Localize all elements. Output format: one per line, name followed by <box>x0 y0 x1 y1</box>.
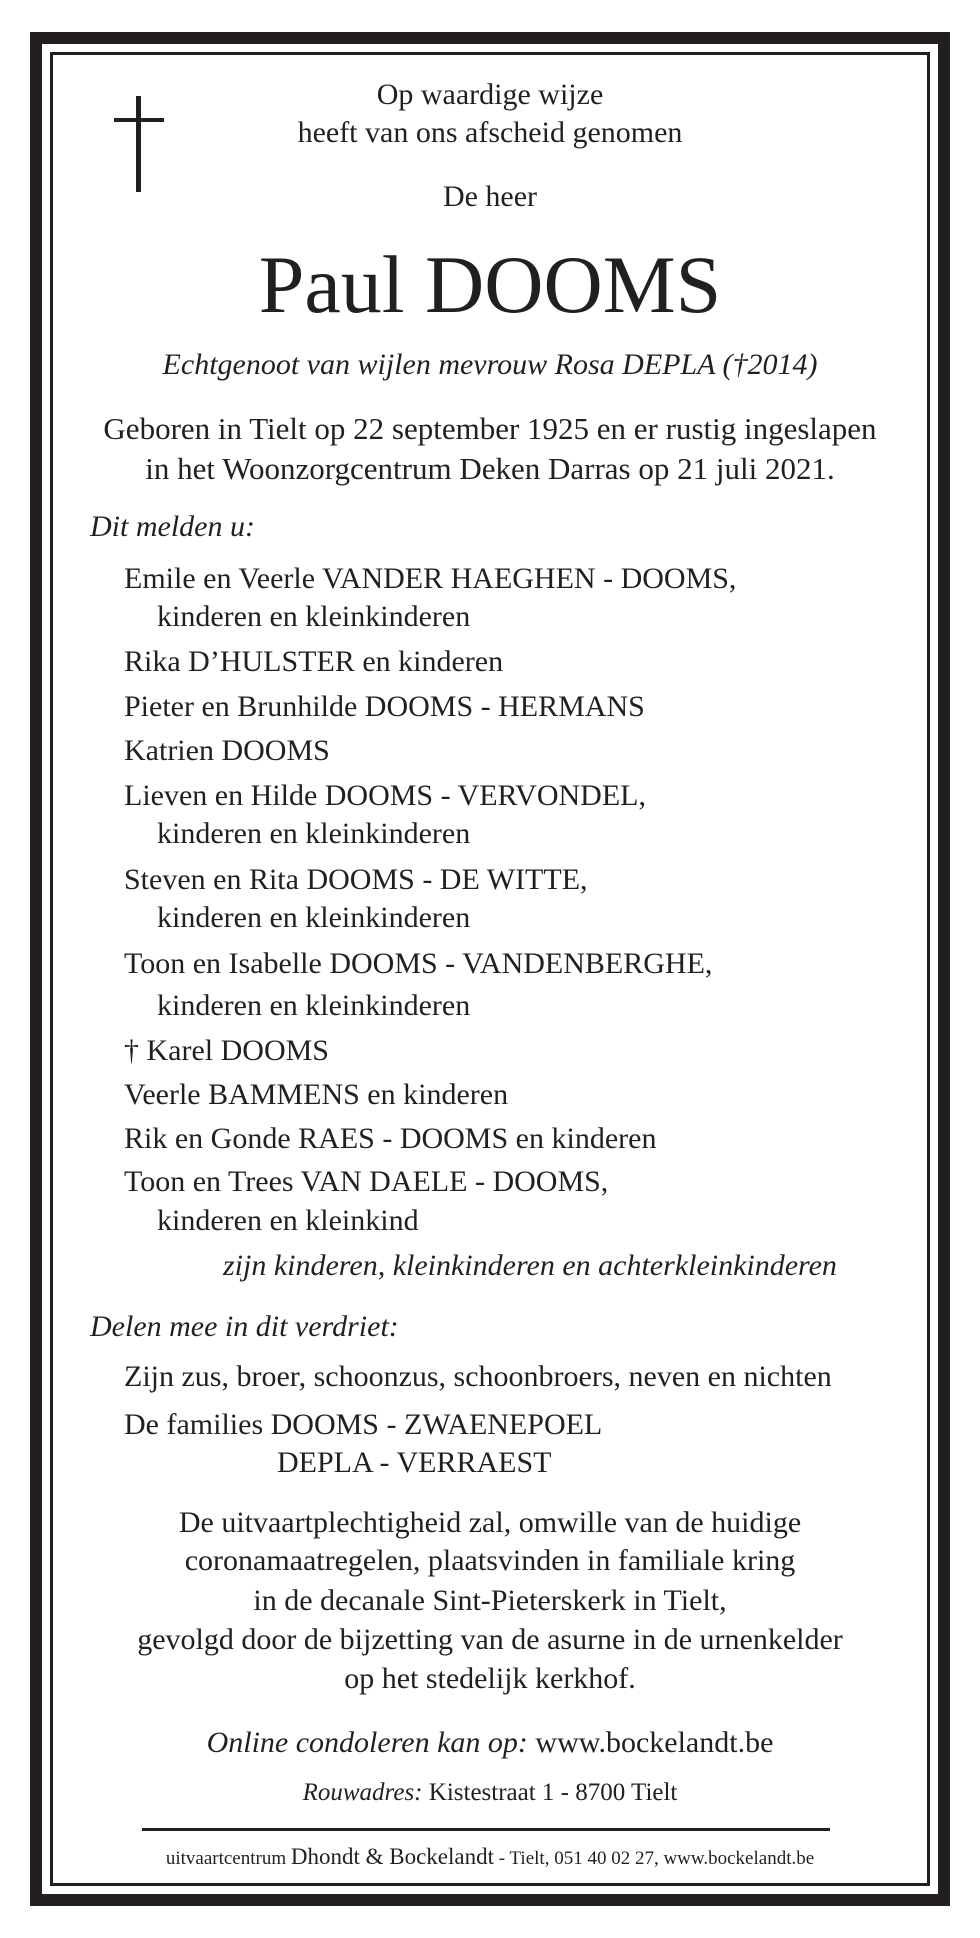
mourning-address <box>0 1780 980 1805</box>
birth-line-2: in het Woonzorgcentrum Deken Darras op 21 juli 2021. <box>145 451 835 486</box>
announce-heading: Dit melden u: <box>90 510 255 543</box>
ceremony-line: De uitvaartplechtigheid zal, omwille van de huidige <box>178 1506 802 1539</box>
family-line: kinderen en kleinkinderen <box>157 989 471 1022</box>
family-line: Veerle BAMMENS en kinderen <box>124 1078 509 1111</box>
family-line: kinderen en kleinkinderen <box>157 600 471 633</box>
footer-contact: - Tielt, 051 40 02 27, www.bockelandt.be <box>498 1848 815 1869</box>
ceremony-line: in de decanale Sint-Pieterskerk in Tielt, <box>253 1584 727 1617</box>
family-line: kinderen en kleinkind <box>157 1204 419 1237</box>
family-line: † Karel DOOMS <box>124 1034 329 1067</box>
spouse-line: Echtgenoot van wijlen mevrouw Rosa DEPLA (†2014) <box>162 348 818 381</box>
family-line: kinderen en kleinkinderen <box>157 817 471 850</box>
salutation: De heer <box>442 180 538 213</box>
deceased-name: Paul DOOMS <box>258 239 722 330</box>
family-line: Lieven en Hilde DOOMS - VERVONDEL, <box>124 779 646 812</box>
family-line: Pieter en Brunhilde DOOMS - HERMANS <box>124 690 645 723</box>
footer <box>0 1845 980 1868</box>
family-line: Rika D’HULSTER en kinderen <box>124 645 504 678</box>
online-condolences <box>0 1728 980 1758</box>
family-line: Emile en Veerle VANDER HAEGHEN - DOOMS, <box>124 562 737 595</box>
family-line: Toon en Isabelle DOOMS - VANDENBERGHE, <box>124 947 713 980</box>
ceremony-line: gevolgd door de bijzetting van de asurne in de urnenkelder <box>137 1623 843 1656</box>
online-url[interactable]: www.bockelandt.be <box>535 1726 774 1759</box>
footer-prefix: uitvaartcentrum <box>165 1848 287 1869</box>
ceremony-line: coronamaatregelen, plaatsvinden in familiale kring <box>184 1544 796 1577</box>
online-label: Online condoleren kan op: <box>206 1726 528 1759</box>
family-line: Rik en Gonde RAES - DOOMS en kinderen <box>124 1122 657 1155</box>
family-line: kinderen en kleinkinderen <box>157 901 471 934</box>
intro-line-1: Op waardige wijze <box>376 78 604 111</box>
relatives-families-2: DEPLA - VERRAEST <box>277 1446 552 1479</box>
family-line: Katrien DOOMS <box>124 734 330 767</box>
relatives-siblings: Zijn zus, broer, schoonzus, schoonbroers, neven en nichten <box>124 1360 832 1393</box>
address-value: Kistestraat 1 - 8700 Tielt <box>428 1779 678 1806</box>
footer-divider <box>142 1828 830 1831</box>
family-line: Toon en Trees VAN DAELE - DOOMS, <box>124 1165 609 1198</box>
birth-line-1: Geboren in Tielt op 22 september 1925 en er rustig ingeslapen <box>103 411 877 446</box>
relatives-families-1: De families DOOMS - ZWAENEPOEL <box>124 1408 603 1441</box>
intro-line-2: heeft van ons afscheid genomen <box>297 116 683 149</box>
address-label: Rouwadres: <box>302 1779 423 1806</box>
footer-company: Dhondt & Bockelandt <box>290 1844 494 1869</box>
share-heading: Delen mee in dit verdriet: <box>90 1310 399 1343</box>
family-line: Steven en Rita DOOMS - DE WITTE, <box>124 863 588 896</box>
ceremony-line: op het stedelijk kerkhof. <box>344 1662 636 1695</box>
family-summary: zijn kinderen, kleinkinderen en achterkleinkinderen <box>223 1249 837 1282</box>
